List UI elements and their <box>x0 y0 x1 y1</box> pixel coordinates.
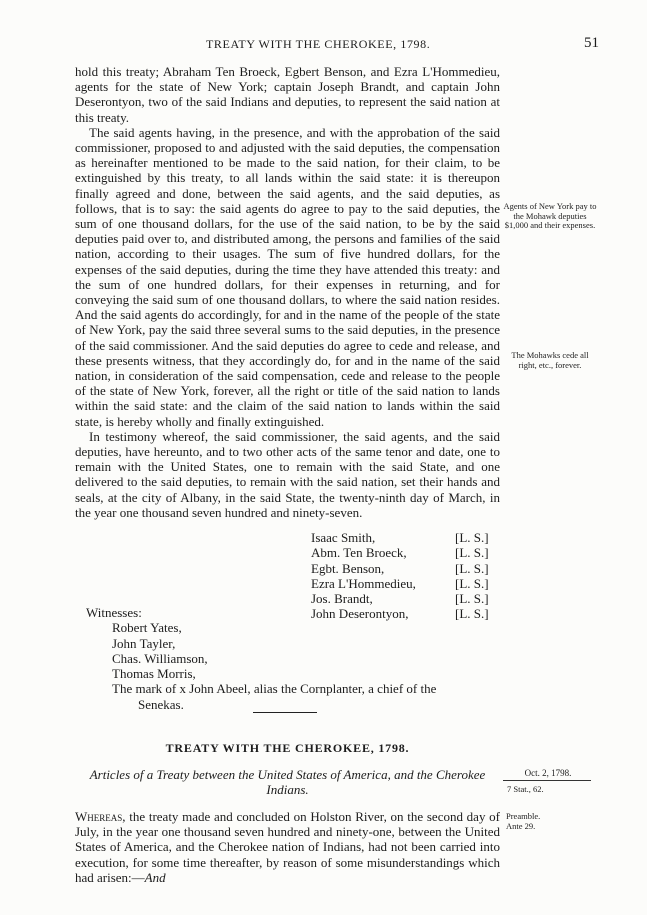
cornplanter-mark-continuation: Senekas. <box>138 696 184 712</box>
treaty-title: TREATY WITH THE CHEROKEE, 1798. <box>165 741 410 755</box>
seal-mark: [L. S.] <box>455 606 489 622</box>
seal-mark: [L. S.] <box>455 530 489 545</box>
signature-row <box>311 545 491 560</box>
signer-name: Abm. Ten Broeck, <box>311 545 407 561</box>
signature-row <box>311 576 491 591</box>
signer-name: Ezra L'Hommedieu, <box>311 575 416 591</box>
witness-name: Chas. Williamson, <box>112 650 208 666</box>
signer-name: Jos. Brandt, <box>311 591 373 607</box>
witness-block <box>86 605 500 712</box>
whereas-continuation: And <box>144 869 166 885</box>
seal-mark: [L. S.] <box>455 575 489 591</box>
paragraph-3: In testimony whereof, the said commissioner, the said agents, and the said deputies, have hereunto, and to two other acts of the same tenor and date, one to remain with the United States, one to remain with the said State, and one delivered to the said deputies, to remain with the said nation, set their hands and seals, at the city of Albany, in the said State, the twenty-ninth day of March, in the year one thousand seven hundred and ninety-seven. <box>75 428 500 520</box>
preamble-paragraph <box>75 809 500 885</box>
signature-row <box>311 530 491 545</box>
whereas-text: , the treaty made and concluded on Holston River, on the second day of July, in the year one thousand seven hundred and ninety-one, between the United States of America, and the Cherokee nation of Indians, had not been carried into execution, for some time thereafter, by reason of some misunderstandings which had arisen:— <box>75 809 500 885</box>
whereas-word: Whereas <box>75 809 123 824</box>
ante-note: Ante 29. <box>506 821 536 831</box>
articles-subtitle: Articles of a Treaty between the United States of America, and the Cherokee Indians. <box>89 767 486 798</box>
date-rule <box>503 780 591 781</box>
margin-note-agents: Agents of New York pay to the Mohawk deputies $1,000 and their expenses. <box>503 201 597 230</box>
statute-note: 7 Stat., 62. <box>507 784 544 794</box>
seal-mark: [L. S.] <box>455 545 489 561</box>
signer-name: John Deserontyon, <box>311 606 409 622</box>
section-divider <box>253 712 317 713</box>
preamble-note: Preamble. <box>506 811 541 821</box>
seal-mark: [L. S.] <box>455 591 489 607</box>
paragraph-2: The said agents having, in the presence, and with the approbation of the said commissioner, proposed to and adjusted with the said deputies, the compensation as hereinafter mentioned to be made to the said nation, for their claim, to be extinguished by this treaty, to all lands within the said state: it is thereupon finally agreed and done, between the said agents, and the said deputies, as follows, that is to say: the said agents do agree to pay to the said deputies, the sum of one thousand dollars, for the use of the said nation, to be by the said deputies paid over to, and distributed among, the persons and families of the said nation, according to their usages. The sum of five hundred dollars, for the expenses of the said deputies, during the time they have attended this treaty: and the sum of one hundred dollars, for their expenses in returning, and for conveying the said sum of one thousand dollars, to where the said nation resides. And the said agents do accordingly, for and in the name of the people of the state of New York, pay the said three several sums to the said deputies, in the presence of the said commissioner. And the said deputies do agree to cede and release, and these presents witness, that they accordingly do, for and in the name of the said nation, in consideration of the said compensation, cede and release to the people of the state of New York, forever, all the right or title of the said nation to lands within the said state: and the claim of the said nation to lands within the said state, is hereby wholly and finally extinguished. <box>75 124 500 429</box>
witnesses-label: Witnesses: <box>86 605 142 620</box>
witness-name: John Tayler, <box>112 635 176 651</box>
running-title: TREATY WITH THE CHEROKEE, 1798. <box>206 37 431 51</box>
signer-name: Isaac Smith, <box>311 530 376 545</box>
margin-note-mohawks: The Mohawks cede all right, etc., forever. <box>511 350 589 370</box>
witness-name: Thomas Morris, <box>112 666 196 682</box>
cornplanter-mark-line: The mark of x John Abeel, alias the Cornplanter, a chief of the <box>112 681 437 697</box>
signer-name: Egbt. Benson, <box>311 560 385 576</box>
paragraph-1: hold this treaty; Abraham Ten Broeck, Egbert Benson, and Ezra L'Hommedieu, agents for the state of New York; captain Joseph Brandt, and captain John Deserontyon, two of the said Indians and deputies, to represent the said nation at this treaty. <box>75 64 500 125</box>
seal-mark: [L. S.] <box>455 560 489 576</box>
date-note: Oct. 2, 1798. <box>524 768 572 778</box>
page-number: 51 <box>584 35 599 51</box>
treaty-body <box>75 64 500 520</box>
witness-name: Robert Yates, <box>112 620 182 636</box>
signature-row <box>311 561 491 576</box>
